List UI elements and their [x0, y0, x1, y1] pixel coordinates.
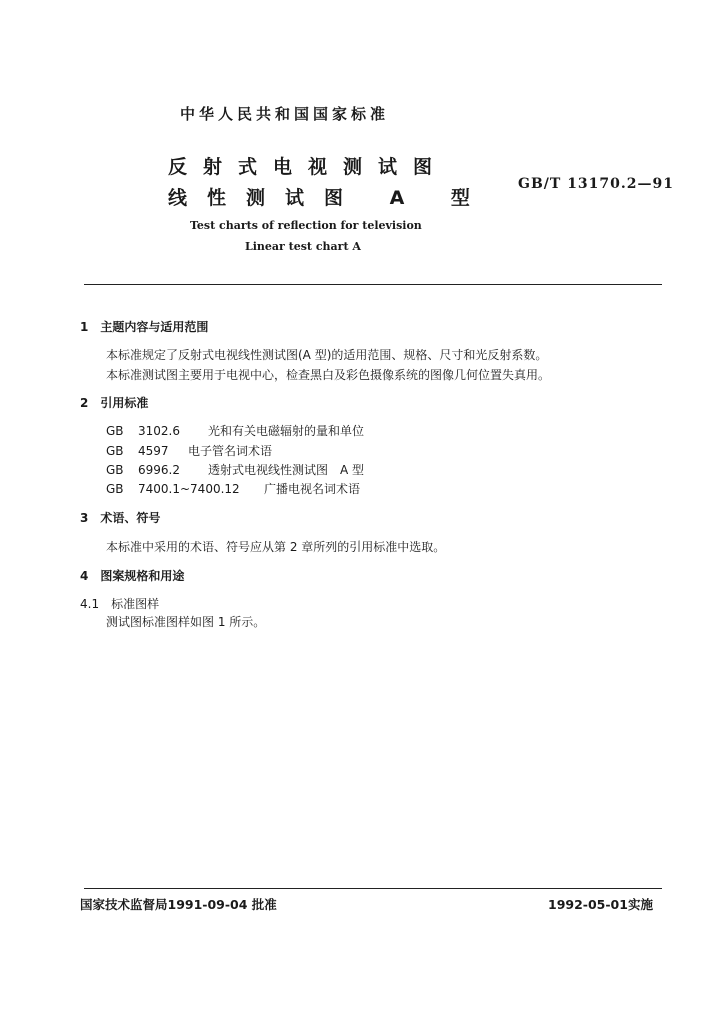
footer-divider — [84, 888, 662, 889]
reference-prefix: GB — [106, 444, 124, 458]
approval-date: 国家技术监督局1991-09-04 批准 — [80, 897, 277, 912]
reference-title: 光和有关电磁辐射的量和单位 — [208, 424, 365, 438]
header-divider — [84, 284, 662, 285]
reference-number: 4597 — [138, 444, 169, 458]
reference-item — [106, 461, 364, 478]
reference-title: 电子管名词术语 — [188, 444, 273, 458]
reference-title: 透射式电视线性测试图 A 型 — [208, 463, 365, 477]
english-title-line-2: Linear test chart A — [245, 240, 361, 253]
section-3-paragraph-1: 本标准中采用的术语、符号应从第 2 章所列的引用标准中选取。 — [106, 540, 446, 554]
section-4-1-paragraph: 测试图标准图样如图 1 所示。 — [106, 615, 266, 629]
english-title-line-1: Test charts of reflection for television — [190, 219, 422, 232]
section-1-heading: 1 主题内容与适用范围 — [80, 320, 209, 334]
standard-code: GB/T 13170.2—91 — [518, 176, 674, 192]
reference-number: 6996.2 — [138, 463, 180, 477]
section-1-paragraph-2: 本标准测试图主要用于电视中心，检查黑白及彩色摄像系统的图像几何位置失真用。 — [106, 368, 551, 382]
reference-item — [106, 480, 360, 497]
national-standard-label: 中华人民共和国国家标准 — [180, 105, 390, 123]
reference-title: 广播电视名词术语 — [264, 482, 361, 496]
reference-prefix: GB — [106, 482, 124, 496]
section-4-heading: 4 图案规格和用途 — [80, 569, 185, 583]
section-3-heading: 3 术语、符号 — [80, 511, 161, 525]
reference-number: 3102.6 — [138, 424, 180, 438]
section-2-heading: 2 引用标准 — [80, 396, 149, 410]
title-line-1: 反射式电视测试图 — [168, 156, 449, 178]
reference-prefix: GB — [106, 424, 124, 438]
reference-prefix: GB — [106, 463, 124, 477]
section-4-1-heading: 4.1 标准图样 — [80, 597, 160, 611]
title-line-2: 线性测试图 A 型 — [168, 187, 490, 209]
section-1-paragraph-1: 本标准规定了反射式电视线性测试图(A 型)的适用范围、规格、尺寸和光反射系数。 — [106, 348, 548, 362]
reference-item — [106, 422, 364, 439]
implementation-date: 1992-05-01实施 — [548, 897, 653, 912]
reference-item — [106, 442, 272, 459]
reference-number: 7400.1~7400.12 — [138, 482, 240, 496]
